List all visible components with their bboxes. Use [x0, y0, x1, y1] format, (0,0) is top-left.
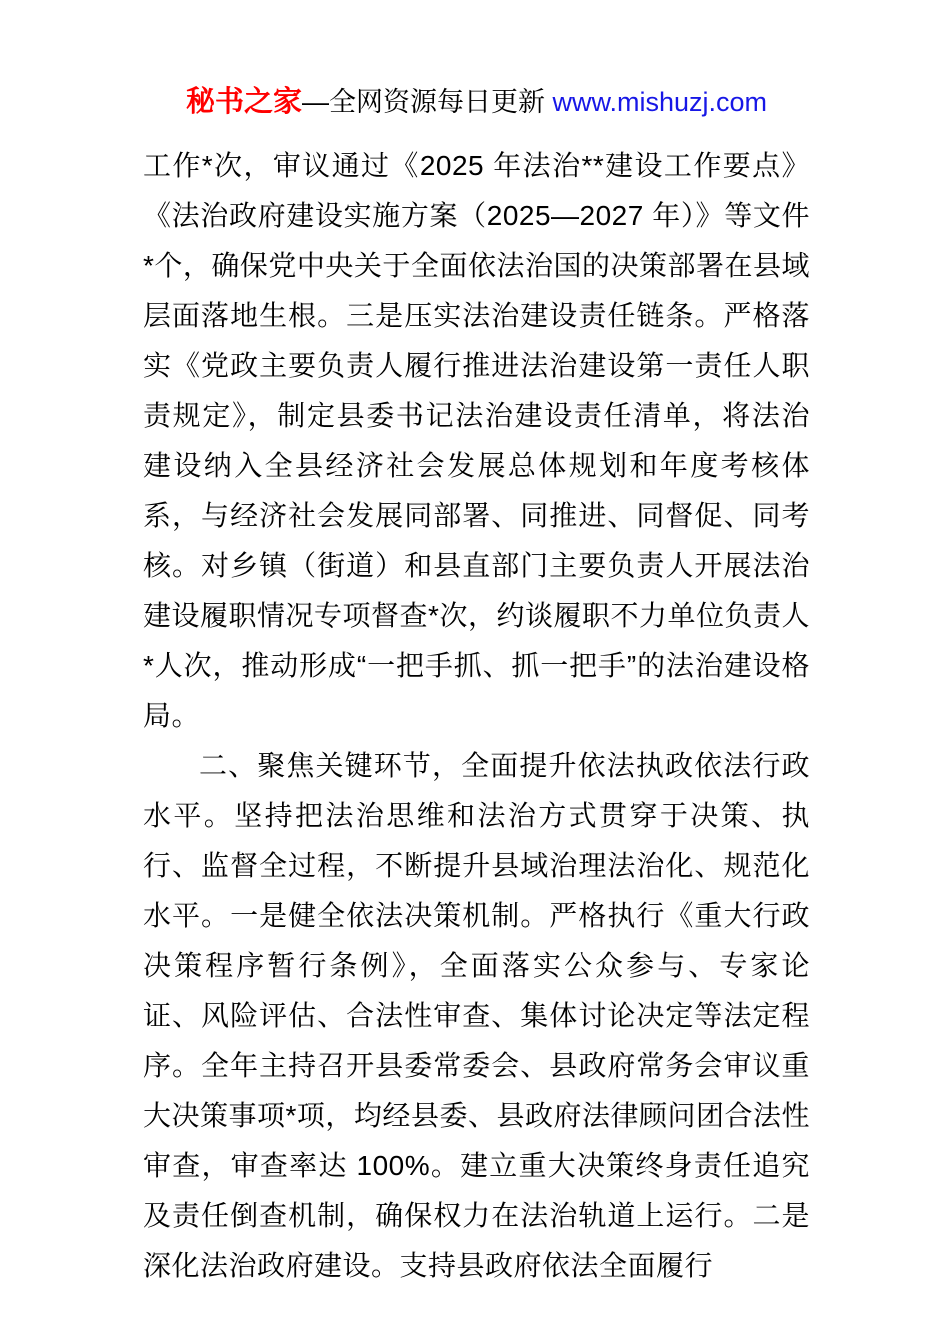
document-body	[143, 141, 810, 1291]
site-brand: 秘书之家	[185, 86, 302, 118]
site-header	[143, 86, 810, 118]
body-paragraph: 二、聚焦关键环节，全面提升依法执政依法行政水平。坚持把法治思维和法治方式贯穿于决策、执行、监督全过程，不断提升县域治理法治化、规范化水平。一是健全依法决策机制。严格执行《重大行政决策程序暂行条例》，全面落实公众参与、专家论证、风险评估、合法性审查、集体讨论决定等法定程序。全年主持召开县委常委会、县政府常务会审议重大决策事项*项，均经县委、县政府法律顾问团合法性审查，审查率达 100%。建立重大决策终身责任追究及责任倒查机制，确保权力在法治轨道上运行。二是深化法治政府建设。支持县政府依法全面履行	[143, 750, 810, 1281]
body-paragraph: 工作*次，审议通过《2025 年法治**建设工作要点》《法治政府建设实施方案（2025—2027 年）》等文件*个，确保党中央关于全面依法治国的决策部署在县域层面落地生根。三是压实法治建设责任链条。严格落实《党政主要负责人履行推进法治建设第一责任人职责规定》，制定县委书记法治建设责任清单，将法治建设纳入全县经济社会发展总体规划和年度考核体系，与经济社会发展同部署、同推进、同督促、同考核。对乡镇（街道）和县直部门主要负责人开展法治建设履职情况专项督查*次，约谈履职不力单位负责人*人次，推动形成“一把手抓、抓一把手”的法治建设格局。	[143, 150, 810, 731]
header-separator: —	[301, 87, 329, 117]
site-url-link[interactable]: www.mishuzj.com	[552, 87, 768, 117]
header-tagline: 全网资源每日更新	[328, 87, 553, 117]
